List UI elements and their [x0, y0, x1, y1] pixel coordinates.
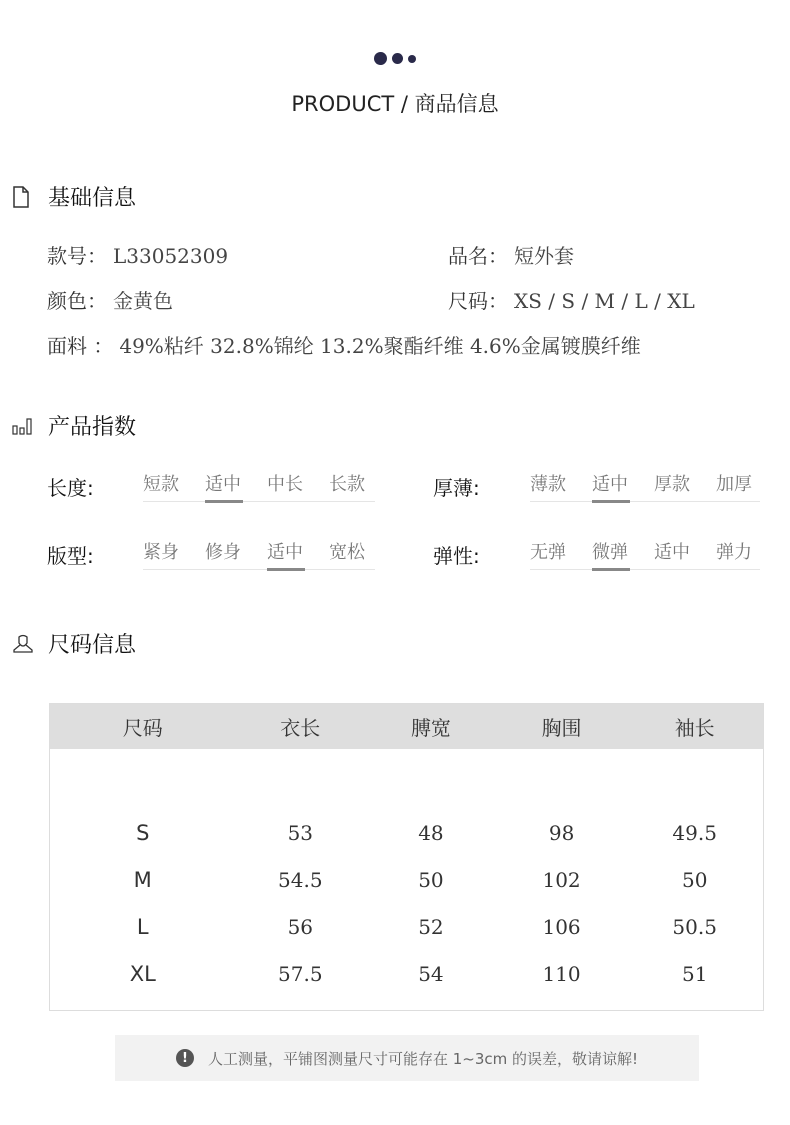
fit-option: 宽松 — [329, 542, 365, 563]
cell-sleeve: 49.5 — [672, 820, 717, 845]
cell-length: 56 — [287, 914, 314, 939]
elasticity-option: 适中 — [654, 542, 690, 563]
section-title: 尺码信息 — [48, 633, 137, 658]
section-size-info — [12, 628, 136, 659]
product-name — [448, 240, 574, 269]
fabric-info — [47, 330, 641, 359]
person-icon — [12, 632, 38, 656]
column-header-shoulder: 膊宽 — [410, 716, 451, 740]
fit-option-selected: 适中 — [267, 540, 329, 569]
thickness-label: 厚薄: — [433, 476, 480, 500]
thickness-options — [530, 472, 760, 502]
bar-chart-icon — [12, 414, 38, 438]
fabric-label: 面料 ： — [47, 334, 114, 358]
measurement-notice — [115, 1035, 699, 1081]
cell-length: 53 — [287, 820, 314, 845]
column-header-size: 尺码 — [122, 716, 163, 740]
cell-length: 57.5 — [278, 961, 323, 986]
cell-sleeve: 50.5 — [672, 914, 717, 939]
exclamation-icon: ! — [176, 1049, 194, 1067]
decorative-dots — [0, 52, 790, 65]
cell-bust: 106 — [542, 914, 581, 939]
thickness-option: 加厚 — [716, 474, 752, 495]
length-option: 短款 — [143, 474, 179, 495]
color-label: 颜色： — [47, 289, 107, 313]
fit-option: 紧身 — [143, 542, 179, 563]
thickness-option: 厚款 — [654, 474, 690, 495]
product-name-label: 品名： — [448, 244, 508, 268]
cell-bust: 102 — [542, 867, 581, 892]
style-number-label: 款号： — [47, 244, 107, 268]
cell-size: L — [136, 914, 149, 939]
color-value: 金黄色 — [113, 289, 173, 313]
elasticity-options — [530, 540, 760, 570]
fit-label: 版型: — [47, 544, 94, 568]
section-title: 基础信息 — [48, 186, 137, 211]
document-icon — [12, 185, 38, 209]
color-info — [47, 285, 173, 314]
dot-icon — [374, 52, 387, 65]
fit-options — [143, 540, 375, 570]
cell-shoulder: 54 — [418, 961, 444, 986]
thickness-option: 薄款 — [530, 474, 566, 495]
cell-sleeve: 50 — [681, 867, 708, 892]
length-option: 中长 — [267, 474, 303, 495]
sizes-value: XS / S / M / L / XL — [514, 289, 695, 313]
elasticity-label: 弹性: — [433, 544, 480, 568]
dot-icon — [408, 55, 416, 63]
length-options — [143, 472, 375, 502]
section-product-index — [12, 410, 136, 441]
size-table — [49, 703, 764, 1011]
sizes-label: 尺码： — [448, 289, 508, 313]
dot-icon — [392, 53, 403, 64]
cell-size: S — [136, 820, 150, 845]
column-header-bust: 胸围 — [541, 716, 582, 740]
cell-size: M — [133, 867, 152, 892]
page-title: PRODUCT / 商品信息 — [291, 92, 499, 116]
style-number — [47, 240, 228, 269]
elasticity-option: 弹力 — [716, 542, 752, 563]
table-row — [50, 903, 763, 950]
table-row — [50, 950, 763, 997]
sizes-info — [448, 285, 695, 314]
elasticity-option-selected: 微弹 — [592, 540, 654, 569]
cell-shoulder: 50 — [418, 867, 444, 892]
cell-sleeve: 51 — [681, 961, 708, 986]
cell-bust: 110 — [542, 961, 581, 986]
section-basic-info — [12, 181, 136, 212]
fit-option: 修身 — [205, 542, 241, 563]
cell-shoulder: 52 — [418, 914, 444, 939]
column-header-length: 衣长 — [280, 716, 321, 740]
cell-length: 54.5 — [278, 867, 323, 892]
style-number-value: L33052309 — [113, 244, 229, 268]
cell-size: XL — [129, 961, 156, 986]
product-name-value: 短外套 — [514, 244, 574, 268]
table-header — [50, 704, 763, 749]
thickness-option-selected: 适中 — [592, 472, 654, 501]
cell-shoulder: 48 — [418, 820, 444, 845]
length-option: 长款 — [329, 474, 365, 495]
elasticity-option: 无弹 — [530, 542, 566, 563]
fabric-value: 49%粘纤 32.8%锦纶 13.2%聚酯纤维 4.6%金属镀膜纤维 — [119, 334, 641, 358]
notice-text: 人工测量，平铺图测量尺寸可能存在 1~3cm 的误差，敬请谅解! — [207, 1049, 639, 1068]
column-header-sleeve: 袖长 — [674, 716, 715, 740]
section-title: 产品指数 — [48, 415, 137, 440]
table-body — [50, 809, 763, 997]
table-row — [50, 856, 763, 903]
table-row — [50, 809, 763, 856]
cell-bust: 98 — [548, 820, 575, 845]
length-option-selected: 适中 — [205, 472, 267, 501]
length-label: 长度: — [47, 476, 94, 500]
